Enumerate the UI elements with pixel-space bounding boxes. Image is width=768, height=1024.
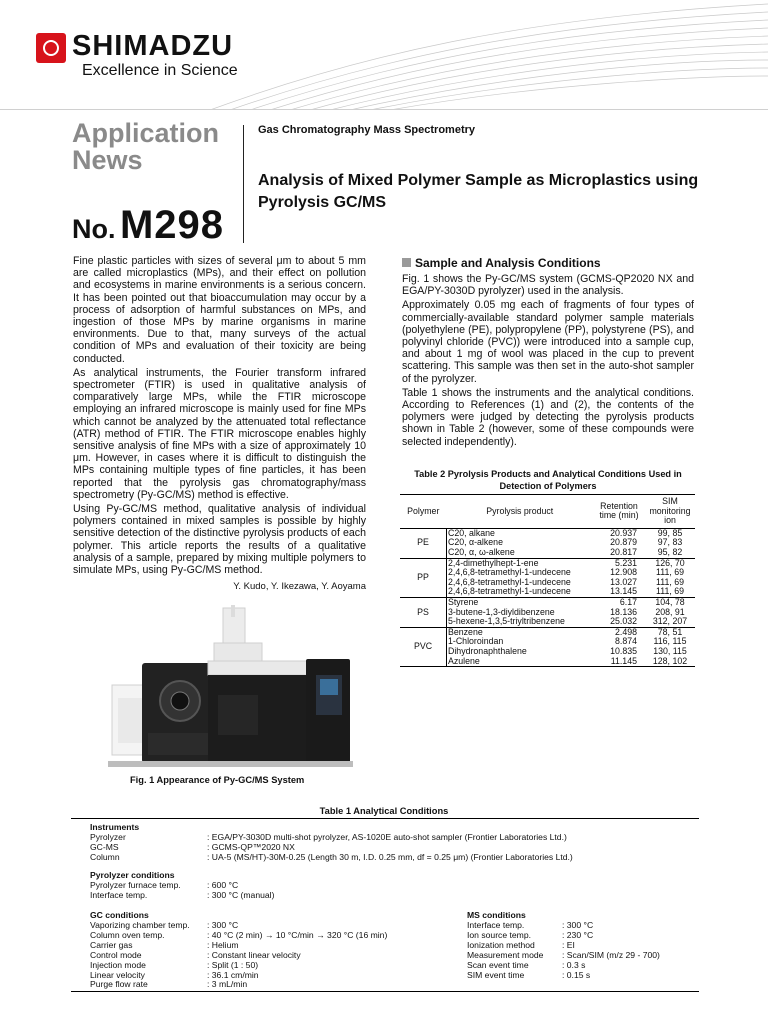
table1-value: : Helium — [207, 940, 239, 950]
page-title: Analysis of Mixed Polymer Sample as Microplastics using Pyrolysis GC/MS — [258, 172, 699, 211]
ion-cell: 97, 83 — [657, 537, 683, 548]
table1-value: : 230 °C — [562, 930, 594, 940]
retention-cell: 13.145 — [593, 587, 645, 597]
column-header: SIM monitoring ion — [649, 496, 691, 526]
shimadzu-logo-icon — [36, 33, 66, 63]
ion-cell: 312, 207 — [645, 617, 695, 627]
section-bullet-icon — [402, 258, 411, 267]
table1-value: : 0.15 s — [562, 970, 591, 980]
figure1-caption: Fig. 1 Appearance of Py-GC/MS System — [130, 775, 305, 785]
product-cell: Styrene — [448, 596, 479, 607]
table1-key: Column — [90, 852, 120, 862]
ion-cell: 99, 85 — [657, 527, 683, 538]
product-cell: 2,4,6,8-tetramethyl-1-undecene — [447, 587, 594, 597]
product-cell: C20, α, ω-alkene — [447, 548, 594, 558]
table1-value: : GCMS-QP™2020 NX — [207, 842, 295, 852]
authors: Y. Kudo, Y. Ikezawa, Y. Aoyama — [233, 581, 366, 592]
table1-key: Pyrolyzer furnace temp. — [90, 880, 181, 890]
table1-value: : Constant linear velocity — [207, 950, 301, 960]
table1-key: Purge flow rate — [90, 979, 148, 989]
ion-cell: 78, 51 — [657, 626, 683, 637]
table1-value: : 600 °C — [207, 880, 239, 890]
retention-cell: 6.17 — [619, 596, 637, 607]
table-header-row — [400, 495, 695, 529]
table1-key: Ionization method — [467, 940, 535, 950]
retention-cell: 20.879 — [610, 537, 637, 548]
table1-value: : 0.3 s — [562, 960, 586, 970]
category-label: Gas Chromatography Mass Spectrometry — [258, 124, 476, 136]
series-title — [72, 120, 219, 174]
ion-cell: 126, 70 — [655, 557, 685, 568]
table1 — [71, 818, 699, 992]
intro-paragraph: As analytical instruments, the Fourier transform infrared spectrometer (FTIR) is used in qualitative analysis of comparatively large MPs, while the FTIR microscope employing an infrared microscope is mainly used for fine MPs which cannot be analyzed by the attenuated total reflectance (ATR) method of FTIR. The FTIR microscope enables highly sensitive analysis of fine MPs with a size of approximately 10 μm. However, in cases where it is difficult to distinguish the MPs containing multiple types of fine particles, it has been reported that the pyrolysis gas chromatography/mass spectrometry (Py-GC/MS) method is effective. — [73, 366, 366, 501]
series-title-line1: Application — [72, 118, 219, 148]
conditions-paragraph: Table 1 shows the instruments and the analytical conditions. According to References (1) and (2), the contents of the polymers were judged by detecting the pyrolysis products shown in Table 2 (however, some of these compounds were selected independently). — [402, 386, 694, 448]
conditions-paragraph: Fig. 1 shows the Py-GC/MS system (GCMS-QP2020 NX and EGA/PY-3030D pyrolyzer) used in the analysis. — [402, 273, 694, 298]
intro-paragraph: Fine plastic particles with sizes of several μm to about 5 mm are called microplastics (MPs), and their effect on pollution and ecosystems in marine environments is a serious concern. It has been pointed out that bioaccumulation may occur by a process of adsorption of harmful substances on MPs, and ingestion of those MPs by marine organisms in marine environments. Due to that, many surveys of the actual condition of MPs and evaluation of their toxicity are being conducted. — [73, 255, 366, 365]
section-heading — [402, 256, 601, 270]
ion-cell: 111, 69 — [645, 587, 695, 597]
table1-caption: Table 1 Analytical Conditions — [319, 806, 449, 816]
retention-cell: 5.231 — [614, 557, 637, 568]
column-header: Polymer — [407, 505, 440, 516]
table2-caption-line2: Detection of Polymers — [499, 481, 597, 491]
conditions-paragraph: Approximately 0.05 mg each of fragments of four types of commercially-available standard polymer sample materials (polyethylene (PE), polypropylene (PP), polystyrene (PS), and polyvinyl chloride (PVC)) were introduced into a sample cup, and about 1 mg of wool was placed in the cup to prevent scattering. This sample was then set in the auto-shot sampler of the pyrolyzer. — [402, 299, 694, 385]
table1-section-heading: Instruments — [90, 822, 140, 832]
table-row — [400, 627, 695, 637]
series-title-line2: News — [72, 145, 143, 175]
polymer-cell: PP — [400, 558, 447, 597]
ion-cell: 208, 91 — [655, 606, 685, 617]
product-cell: C20, α-alkene — [448, 537, 503, 548]
retention-cell: 20.937 — [610, 527, 637, 538]
table1-section-heading: Pyrolyzer conditions — [90, 870, 175, 880]
table1-key: Measurement mode — [467, 950, 544, 960]
table1-value: : 40 °C (2 min) → 10 °C/min → 320 °C (16 min) — [207, 930, 388, 940]
table1-key: Vaporizing chamber temp. — [90, 920, 190, 930]
table2-body — [400, 528, 695, 666]
product-cell: 5-hexene-1,3,5-triyltribenzene — [447, 617, 594, 627]
retention-cell: 13.027 — [610, 576, 637, 587]
table1-key: SIM event time — [467, 970, 525, 980]
retention-cell: 18.136 — [610, 606, 637, 617]
table1-key: GC-MS — [90, 842, 119, 852]
table1-value: : UA-5 (MS/HT)-30M-0.25 (Length 30 m, I.D. 0.25 mm, df = 0.25 μm) (Frontier Laboratories Ltd.) — [207, 852, 573, 862]
product-cell: Dihydronaphthalene — [448, 645, 527, 656]
product-cell: Benzene — [448, 626, 483, 637]
table1-value: : 3 mL/min — [207, 979, 248, 989]
table1-value: : 300 °C (manual) — [207, 890, 275, 900]
table1-value: : Scan/SIM (m/z 29 - 700) — [562, 950, 660, 960]
polymer-cell: PS — [400, 597, 447, 627]
intro-text — [73, 255, 366, 578]
table1-value: : EGA/PY-3030D multi-shot pyrolyzer, AS-1020E auto-shot sampler (Frontier Laboratories Ltd.) — [207, 832, 567, 842]
table1-key: Control mode — [90, 950, 142, 960]
product-cell: 1-Chloroindan — [448, 636, 504, 647]
table2-caption-line1: Table 2 Pyrolysis Products and Analytical Conditions Used in — [414, 469, 682, 479]
ion-cell: 95, 82 — [645, 548, 695, 558]
conditions-text — [402, 273, 694, 450]
retention-cell: 20.817 — [593, 548, 645, 558]
product-cell: 3-butene-1,3-diyldibenzene — [448, 606, 555, 617]
brand-name: SHIMADZU — [72, 30, 234, 62]
table1-section-heading: MS conditions — [467, 910, 526, 920]
product-cell: 2,4,6,8-tetramethyl-1-undecene — [448, 567, 571, 578]
column-header: Pyrolysis product — [486, 505, 554, 516]
product-cell: Azulene — [447, 657, 594, 667]
document-number — [72, 203, 224, 248]
section-heading-text: Sample and Analysis Conditions — [415, 256, 601, 270]
table1-section-heading: GC conditions — [90, 910, 149, 920]
py-gcms-system-photo — [108, 603, 353, 773]
table1-key: Linear velocity — [90, 970, 145, 980]
polymer-cell: PVC — [400, 627, 447, 666]
table1-value: : EI — [562, 940, 575, 950]
number-value: M298 — [119, 203, 225, 247]
product-cell: 2,4,6,8-tetramethyl-1-undecene — [448, 576, 571, 587]
ion-cell: 111, 69 — [655, 576, 685, 587]
retention-cell: 12.908 — [610, 567, 637, 578]
ion-cell: 104, 78 — [655, 596, 685, 607]
table-row — [400, 528, 695, 538]
retention-cell: 10.835 — [610, 645, 637, 656]
product-cell: C20, alkane — [448, 527, 495, 538]
table1-key: Interface temp. — [90, 890, 148, 900]
table2 — [400, 494, 695, 667]
ion-cell: 111, 69 — [655, 567, 685, 578]
header-divider — [243, 125, 244, 243]
polymer-cell: PE — [400, 528, 447, 558]
table1-key: Injection mode — [90, 960, 146, 970]
table1-key: Scan event time — [467, 960, 529, 970]
table1-key: Pyrolyzer — [90, 832, 126, 842]
number-prefix: No. — [72, 214, 116, 244]
ion-cell: 128, 102 — [645, 657, 695, 667]
ion-cell: 130, 115 — [653, 645, 687, 656]
table1-key: Column oven temp. — [90, 930, 165, 940]
table1-value: : 36.1 cm/min — [207, 970, 259, 980]
column-header: Retention time (min) — [599, 500, 639, 521]
product-cell: 2,4-dimethylhept-1-ene — [448, 557, 539, 568]
table1-value: : 300 °C — [207, 920, 239, 930]
brand-tagline: Excellence in Science — [82, 62, 238, 79]
table2-caption — [402, 468, 694, 492]
retention-cell: 2.498 — [614, 626, 637, 637]
retention-cell: 25.032 — [593, 617, 645, 627]
ion-cell: 116, 115 — [653, 636, 687, 647]
table1-key: Interface temp. — [467, 920, 525, 930]
table1-key: Ion source temp. — [467, 930, 532, 940]
retention-cell: 11.145 — [593, 657, 645, 667]
table1-key: Carrier gas — [90, 940, 133, 950]
table1-value: : Split (1 : 50) — [207, 960, 259, 970]
intro-paragraph: Using Py-GC/MS method, qualitative analysis of individual polymers contained in mixed samples is possible by highly sensitive detection of the distinctive pyrolysis products of each polymer. This article reports the results of a qualitative analysis of a sample, prepared by mixing multiple polymers to simulate MPs, using Py-GC/MS method. — [73, 503, 366, 577]
table1-value: : 300 °C — [562, 920, 594, 930]
retention-cell: 8.874 — [614, 636, 637, 647]
